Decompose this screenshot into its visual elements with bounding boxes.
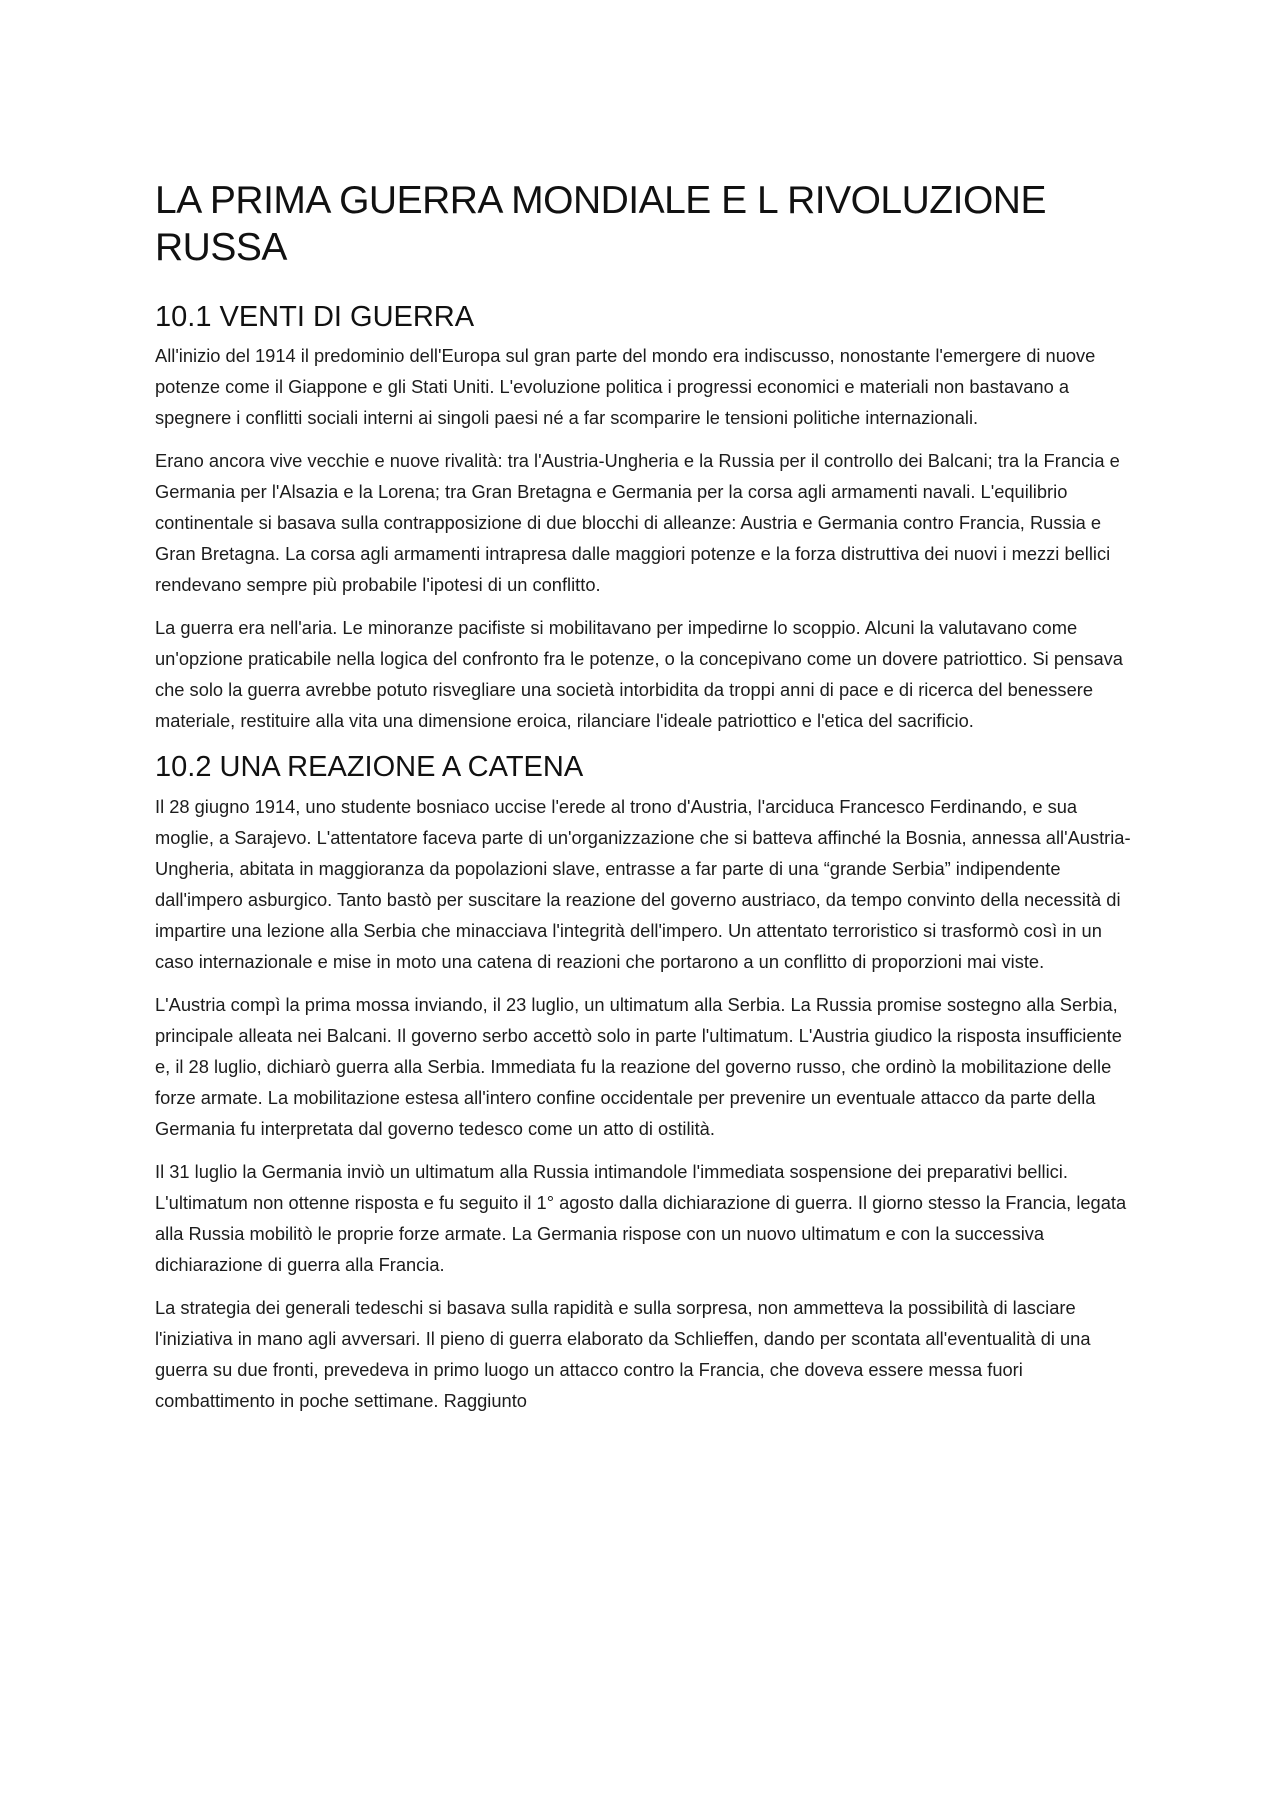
document-page	[155, 178, 1135, 1430]
paragraph: La strategia dei generali tedeschi si basava sulla rapidità e sulla sorpresa, non ammetteva la possibilità di lasciare l'iniziativa in mano agli avversari. Il pieno di guerra elaborato da Schlieffen, dando per scontata all'eventualità di una guerra su due fronti, prevedeva in primo luogo un attacco contro la Francia, che doveva essere messa fuori combattimento in poche settimane. Raggiunto	[155, 1297, 1091, 1412]
document-title: LA PRIMA GUERRA MONDIALE E L RIVOLUZIONE RUSSA	[155, 179, 1046, 269]
paragraph: Il 28 giugno 1914, uno studente bosniaco uccise l'erede al trono d'Austria, l'arciduca Francesco Ferdinando, e sua moglie, a Sarajevo. L'attentatore faceva parte di un'organizzazione che si batteva affinché la Bosnia, annessa all'Austria-Ungheria, abitata in maggioranza da popolazioni slave, entrasse a far parte di una “grande Serbia” indipendente dall'impero asburgico. Tanto bastò per suscitare la reazione del governo austriaco, da tempo convinto della necessità di impartire una lezione alla Serbia che minacciava l'integrità dell'impero. Un attentato terroristico si trasformò così in un caso internazionale e mise in moto una catena di reazioni che portarono a un conflitto di proporzioni mai viste.	[155, 796, 1131, 973]
paragraph: La guerra era nell'aria. Le minoranze pacifiste si mobilitavano per impedirne lo scoppio. Alcuni la valutavano come un'opzione praticabile nella logica del confronto fra le potenze, o la concepivano come un dovere patriottico. Si pensava che solo la guerra avrebbe potuto risvegliare una società intorbidita da troppi anni di pace e di ricerca del benessere materiale, restituire alla vita una dimensione eroica, rilanciare l'ideale patriottico e l'etica del sacrificio.	[155, 617, 1123, 732]
section-heading: 10.1 VENTI DI GUERRA	[155, 300, 475, 333]
section-venti-di-guerra	[155, 300, 1135, 737]
paragraph: Erano ancora vive vecchie e nuove rivalità: tra l'Austria-Ungheria e la Russia per il controllo dei Balcani; tra la Francia e Germania per l'Alsazia e la Lorena; tra Gran Bretagna e Germania per la corsa agli armamenti navali. L'equilibrio continentale si basava sulla contrapposizione di due blocchi di alleanze: Austria e Germania contro Francia, Russia e Gran Bretagna. La corsa agli armamenti intrapresa dalle maggiori potenze e la forza distruttiva dei nuovi i mezzi bellici rendevano sempre più probabile l'ipotesi di un conflitto.	[155, 450, 1120, 596]
section-reazione-a-catena	[155, 750, 1135, 1416]
section-heading: 10.2 UNA REAZIONE A CATENA	[155, 751, 584, 784]
paragraph: All'inizio del 1914 il predominio dell'Europa sul gran parte del mondo era indiscusso, nonostante l'emergere di nuove potenze come il Giappone e gli Stati Uniti. L'evoluzione politica i progressi economici e materiali non bastavano a spegnere i conflitti sociali interni ai singoli paesi né a far scomparire le tensioni politiche internazionali.	[155, 345, 1096, 429]
paragraph: L'Austria compì la prima mossa inviando, il 23 luglio, un ultimatum alla Serbia. La Russia promise sostegno alla Serbia, principale alleata nei Balcani. Il governo serbo accettò solo in parte l'ultimatum. L'Austria giudico la risposta insufficiente e, il 28 luglio, dichiarò guerra alla Serbia. Immediata fu la reazione del governo russo, che ordinò la mobilitazione delle forze armate. La mobilitazione estesa all'intero confine occidentale per prevenire un eventuale attacco da parte della Germania fu interpretata dal governo tedesco come un atto di ostilità.	[155, 994, 1122, 1140]
paragraph: Il 31 luglio la Germania inviò un ultimatum alla Russia intimandole l'immediata sospensione dei preparativi bellici. L'ultimatum non ottenne risposta e fu seguito il 1° agosto dalla dichiarazione di guerra. Il giorno stesso la Francia, legata alla Russia mobilitò le proprie forze armate. La Germania rispose con un nuovo ultimatum e con la successiva dichiarazione di guerra alla Francia.	[155, 1161, 1127, 1276]
